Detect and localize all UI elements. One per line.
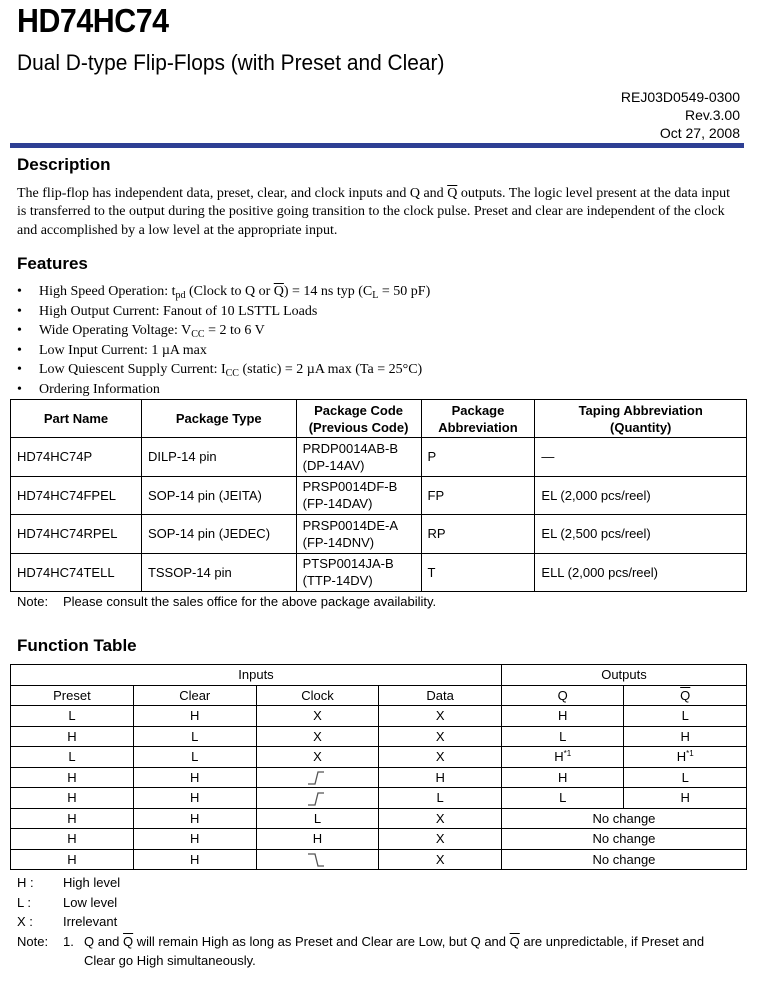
package-abbreviation-cell: T <box>421 553 535 592</box>
footnote-marker: *1 <box>686 749 694 759</box>
part-name-cell: HD74HC74P <box>11 438 142 477</box>
package-type-cell: SOP-14 pin (JEDEC) <box>141 515 296 554</box>
preset-cell: L <box>11 706 134 727</box>
feature-text: (static) = 2 µA max (Ta = 25°C) <box>238 362 423 377</box>
function-table-legend <box>17 873 704 971</box>
clock-cell: X <box>256 706 379 727</box>
data-cell: H <box>379 767 502 788</box>
q-bar-cell: L <box>624 767 747 788</box>
features-list <box>17 282 430 399</box>
q-bar-cell: H <box>624 726 747 747</box>
package-type-cell: TSSOP-14 pin <box>141 553 296 592</box>
legend-value: Low level <box>63 894 118 910</box>
description-part-1: The flip-flop has independent data, preset, clear, and clock inputs and Q and <box>17 186 448 201</box>
feature-text: High Speed Operation: t <box>39 284 176 299</box>
feature-text: High Output Current: Fanout of 10 LSTTL Loads <box>39 303 318 319</box>
description-part-2: outputs. The logic level present at the data input is transferred to the output during the positive going transition to the clock pulse. Preset and clear are independent of the clock and accomplished by a low level at the appropriate input. <box>17 186 730 238</box>
table-row <box>11 476 747 515</box>
preset-cell: H <box>11 849 134 870</box>
outputs-cell: No change <box>501 808 746 829</box>
q-cell: H <box>501 767 624 788</box>
column-header-package-type: Package Type <box>141 400 296 438</box>
column-header-part-name: Part Name <box>11 400 142 438</box>
q-cell: $H^{*1}$ <box>501 747 624 768</box>
clear-cell: H <box>133 829 256 850</box>
column-header-package-abbreviation: Package Abbreviation <box>421 400 535 438</box>
preset-cell: L <box>11 747 134 768</box>
subscript: CC <box>191 329 205 340</box>
table-row <box>11 706 747 727</box>
feature-text: ) = 14 ns typ (C <box>283 284 373 299</box>
legend-value: Irrelevant <box>63 914 118 930</box>
feature-text: Wide Operating Voltage: V <box>39 323 192 338</box>
function-table <box>10 664 747 870</box>
document-date: Oct 27, 2008 <box>659 125 740 141</box>
table-row <box>11 515 747 554</box>
table-row <box>11 553 747 592</box>
data-cell: X <box>379 726 502 747</box>
clear-cell: L <box>133 726 256 747</box>
description-text <box>17 185 742 240</box>
legend-key: X : <box>17 914 33 930</box>
data-cell: L <box>379 788 502 809</box>
preset-cell: H <box>11 767 134 788</box>
clear-cell: L <box>133 747 256 768</box>
taping-cell: EL (2,000 pcs/reel) <box>535 476 747 515</box>
bullet-icon: • <box>17 323 22 338</box>
data-cell: X <box>379 706 502 727</box>
clock-cell <box>256 849 379 870</box>
taping-cell: ELL (2,000 pcs/reel) <box>535 553 747 592</box>
subscript: pd <box>175 290 186 301</box>
rising-edge-icon <box>306 771 328 785</box>
preset-cell: H <box>11 829 134 850</box>
note-text: Please consult the sales office for the above package availability. <box>63 594 437 609</box>
feature-text: Low Input Current: 1 µA max <box>39 342 207 358</box>
feature-text: Low Quiescent Supply Current: I <box>39 362 226 377</box>
footnote <box>17 932 704 971</box>
clear-cell: H <box>133 788 256 809</box>
feature-text: (Clock to Q or <box>185 284 274 299</box>
clock-cell: H <box>256 829 379 850</box>
part-number-title: HD74HC74 <box>17 2 169 39</box>
q-cell: H <box>501 706 624 727</box>
subscript: L <box>372 290 379 301</box>
table-row <box>11 747 747 768</box>
clear-cell: H <box>133 706 256 727</box>
description-heading: Description <box>17 155 111 174</box>
footnote-text: Q and $\overline{Q}$ will remain High as long as Preset and Clear are Low, but Q and $\overline{Q}$ are unpredictable, if Preset and Clear go High simultaneously. <box>84 933 705 969</box>
falling-edge-icon <box>306 853 328 867</box>
legend-key: H : <box>17 875 34 890</box>
package-type-cell: DILP-14 pin <box>141 438 296 477</box>
package-abbreviation-cell: FP <box>421 476 535 515</box>
table-row <box>11 767 747 788</box>
outputs-group-header: Outputs <box>501 665 746 686</box>
note-label: Note: <box>17 594 49 609</box>
feature-text: = 2 to 6 V <box>204 323 265 338</box>
column-header-data: Data <box>379 685 502 706</box>
inputs-group-header: Inputs <box>11 665 502 686</box>
preset-cell: H <box>11 808 134 829</box>
table-row <box>11 788 747 809</box>
data-cell: X <box>379 747 502 768</box>
bullet-icon: • <box>17 381 22 397</box>
feature-item <box>17 302 430 322</box>
legend-item <box>17 912 704 932</box>
column-header-preset: Preset <box>11 685 134 706</box>
q-bar-symbol: $\overline{Q}$ <box>123 933 134 949</box>
ordering-information-table <box>10 399 747 592</box>
footnote-marker: *1 <box>563 749 572 759</box>
legend-key: L : <box>17 894 31 910</box>
q-bar-cell: H <box>624 788 747 809</box>
feature-item <box>17 282 430 302</box>
clock-cell: L <box>256 808 379 829</box>
feature-text: Ordering Information <box>39 381 160 397</box>
part-name-cell: HD74HC74FPEL <box>11 476 142 515</box>
package-abbreviation-cell: RP <box>421 515 535 554</box>
data-cell: X <box>379 849 502 870</box>
bullet-icon: • <box>17 303 22 319</box>
taping-cell: EL (2,500 pcs/reel) <box>535 515 747 554</box>
q-bar-cell: L <box>624 706 747 727</box>
feature-item <box>17 341 430 361</box>
function-table-heading: Function Table <box>17 636 137 655</box>
ordering-note <box>17 594 436 609</box>
bullet-icon: • <box>17 342 22 358</box>
q-bar-symbol: $\overline{Q}$ <box>447 186 458 201</box>
note-label: Note: <box>17 933 49 949</box>
clear-cell: H <box>133 808 256 829</box>
package-type-cell: SOP-14 pin (JEITA) <box>141 476 296 515</box>
subscript: CC <box>225 368 239 379</box>
part-name-cell: HD74HC74RPEL <box>11 515 142 554</box>
package-code-cell: PRSP0014DE-A (FP-14DNV) <box>296 515 421 554</box>
clock-cell <box>256 767 379 788</box>
package-abbreviation-cell: P <box>421 438 535 477</box>
clock-cell: X <box>256 747 379 768</box>
data-cell: X <box>379 829 502 850</box>
feature-item <box>17 321 430 341</box>
package-code-cell: PRSP0014DF-B (FP-14DAV) <box>296 476 421 515</box>
document-info <box>621 88 740 142</box>
clock-cell <box>256 788 379 809</box>
q-cell: L <box>501 788 624 809</box>
table-row <box>11 726 747 747</box>
bullet-icon: • <box>17 284 22 299</box>
footnote-number: 1. <box>63 933 74 949</box>
legend-item <box>17 873 704 893</box>
legend-item <box>17 893 704 913</box>
group-header-row <box>11 665 747 686</box>
column-header-q: Q <box>501 685 624 706</box>
data-cell: X <box>379 808 502 829</box>
clear-cell: H <box>133 767 256 788</box>
preset-cell: H <box>11 726 134 747</box>
bullet-icon: • <box>17 362 22 377</box>
q-bar-symbol: $\overline{Q}$ <box>509 933 520 949</box>
column-header-q-bar: $\overline{Q}$ <box>624 685 747 706</box>
table-row <box>11 829 747 850</box>
part-name-cell: HD74HC74TELL <box>11 553 142 592</box>
package-code-cell: PRDP0014AB-B (DP-14AV) <box>296 438 421 477</box>
table-row <box>11 849 747 870</box>
column-header-row <box>11 685 747 706</box>
legend-value: High level <box>63 875 121 890</box>
outputs-cell: No change <box>501 849 746 870</box>
column-header-taping-abbreviation: Taping Abbreviation (Quantity) <box>535 400 747 438</box>
table-row <box>11 438 747 477</box>
document-subtitle: Dual D-type Flip-Flops (with Preset and Clear) <box>17 50 445 75</box>
table-header-row <box>11 400 747 438</box>
preset-cell: H <box>11 788 134 809</box>
revision: Rev.3.00 <box>685 107 740 123</box>
header-divider <box>10 143 744 148</box>
rising-edge-icon <box>306 792 328 806</box>
feature-text: = 50 pF) <box>378 284 431 299</box>
taping-cell: — <box>535 438 747 477</box>
outputs-cell: No change <box>501 829 746 850</box>
q-bar-symbol: $\overline{Q}$ <box>273 284 284 299</box>
document-code: REJ03D0549-0300 <box>620 89 740 105</box>
clock-cell: X <box>256 726 379 747</box>
feature-item <box>17 360 430 380</box>
column-header-clock: Clock <box>256 685 379 706</box>
q-cell: L <box>501 726 624 747</box>
clear-cell: H <box>133 849 256 870</box>
features-heading: Features <box>17 254 88 273</box>
column-header-package-code: Package Code (Previous Code) <box>296 400 421 438</box>
table-row <box>11 808 747 829</box>
q-bar-cell: $H^{*1}$ <box>624 747 747 768</box>
package-code-cell: PTSP0014JA-B (TTP-14DV) <box>296 553 421 592</box>
feature-item <box>17 380 430 400</box>
column-header-clear: Clear <box>133 685 256 706</box>
